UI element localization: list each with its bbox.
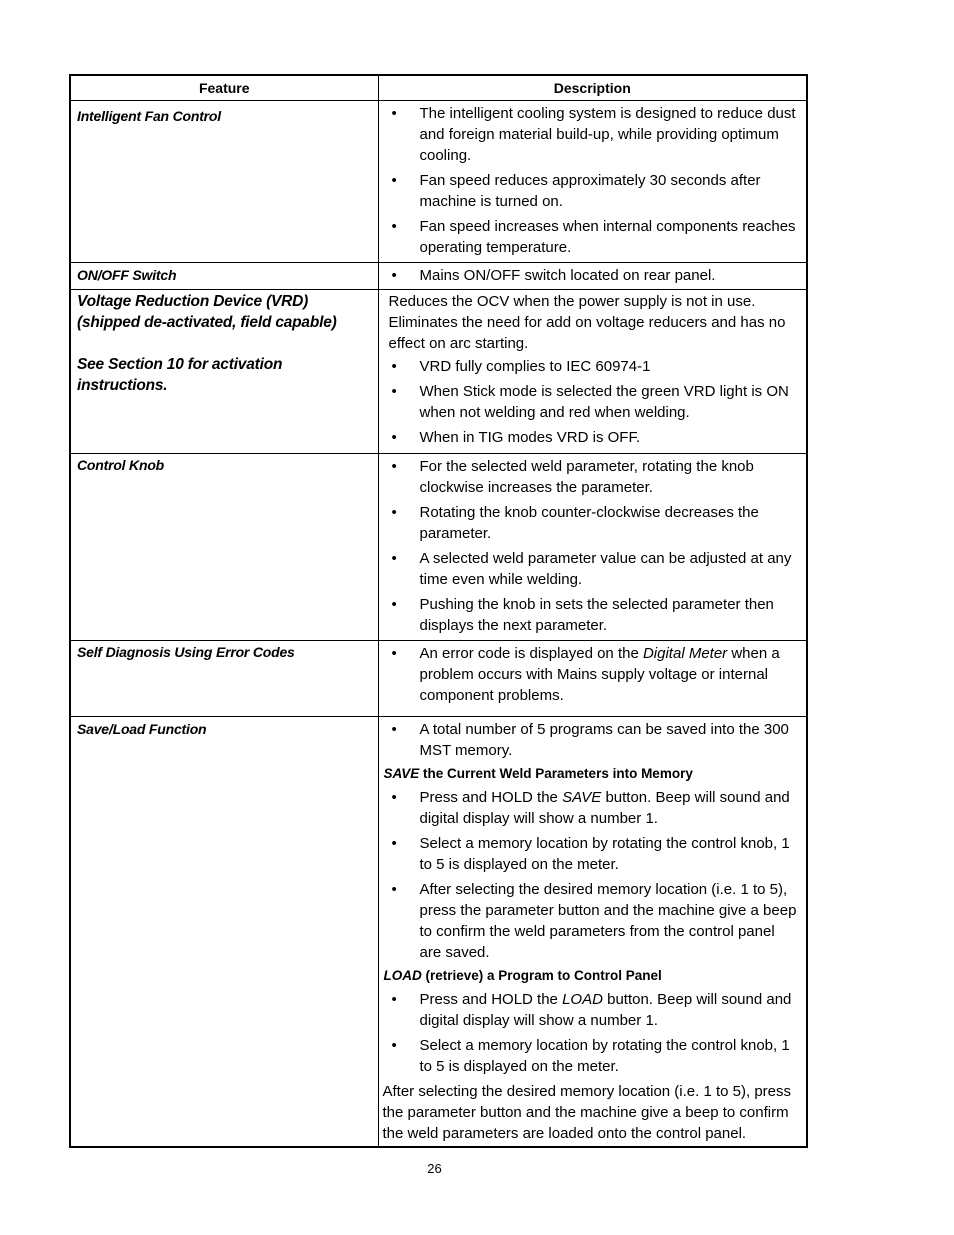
list-item bbox=[385, 787, 801, 829]
list-item-text: An error code is displayed on the bbox=[419, 645, 643, 662]
load-term: LOAD bbox=[383, 968, 422, 983]
table-row bbox=[70, 454, 807, 641]
feature-note: See Section 10 for activation instructions. bbox=[77, 356, 283, 394]
feature-table bbox=[69, 74, 808, 1148]
save-term: SAVE bbox=[383, 766, 420, 781]
list-item: • A selected weld parameter value can be adjusted at any time even while welding. bbox=[385, 548, 801, 590]
list-item bbox=[385, 643, 801, 706]
load-heading-text: (retrieve) a Program to Control Panel bbox=[421, 968, 662, 983]
table-row bbox=[70, 290, 807, 454]
list-item bbox=[385, 989, 801, 1031]
list-item: • Mains ON/OFF switch located on rear panel. bbox=[385, 265, 801, 286]
save-term: SAVE bbox=[562, 789, 602, 806]
description-cell bbox=[378, 101, 807, 263]
feature-name: Control Knob bbox=[77, 457, 165, 473]
list-item: • Select a memory location by rotating the control knob, 1 to 5 is displayed on the meter. bbox=[385, 1035, 801, 1077]
table-header-row bbox=[70, 75, 807, 101]
header-description: Description bbox=[378, 75, 807, 101]
list-item: • Fan speed reduces approximately 30 seconds after machine is turned on. bbox=[385, 170, 801, 212]
description-cell bbox=[378, 263, 807, 290]
list-item: • For the selected weld parameter, rotating the knob clockwise increases the parameter. bbox=[385, 456, 801, 498]
description-cell bbox=[378, 641, 807, 717]
table-row bbox=[70, 263, 807, 290]
feature-cell bbox=[70, 454, 378, 641]
list-item: • VRD fully complies to IEC 60974-1 bbox=[385, 356, 801, 377]
feature-name: ON/OFF Switch bbox=[77, 267, 177, 283]
table-row bbox=[70, 641, 807, 717]
page-number: 26 bbox=[427, 1161, 442, 1176]
bullet-list bbox=[385, 787, 801, 963]
feature-name: Self Diagnosis Using Error Codes bbox=[77, 644, 295, 660]
feature-cell bbox=[70, 101, 378, 263]
list-item: • After selecting the desired memory location (i.e. 1 to 5), press the parameter button and the machine give a beep to confirm the weld parameters from the control panel are saved. bbox=[385, 879, 801, 963]
feature-cell bbox=[70, 263, 378, 290]
list-item: • When Stick mode is selected the green VRD light is ON when not welding and red when welding. bbox=[385, 381, 801, 423]
load-term: LOAD bbox=[562, 991, 603, 1008]
table-row bbox=[70, 101, 807, 263]
header-feature: Feature bbox=[70, 75, 378, 101]
feature-cell bbox=[70, 641, 378, 717]
list-item-text: Press and HOLD the bbox=[419, 789, 563, 806]
bullet-list bbox=[385, 103, 801, 258]
list-item: • A total number of 5 programs can be saved into the 300 MST memory. bbox=[385, 719, 801, 761]
load-heading bbox=[384, 965, 801, 986]
bullet-list bbox=[385, 456, 801, 636]
list-item-text: button. Beep will sound and digital display will show a number 1. bbox=[419, 789, 790, 827]
feature-cell bbox=[70, 290, 378, 454]
digital-meter-term: Digital Meter bbox=[642, 645, 728, 662]
description-text: Reduces the OCV when the power supply is not in use. Eliminates the need for add on voltage reducers and has no effect on arc starting. bbox=[388, 293, 786, 352]
table-row bbox=[70, 717, 807, 1148]
list-item: • Rotating the knob counter-clockwise decreases the parameter. bbox=[385, 502, 801, 544]
feature-name: Save/Load Function bbox=[77, 721, 207, 737]
list-item: • The intelligent cooling system is designed to reduce dust and foreign material build-up, while providing optimum cooling. bbox=[385, 103, 801, 166]
bullet-list bbox=[385, 719, 801, 761]
bullet-list bbox=[385, 265, 801, 286]
bullet-list bbox=[385, 356, 801, 448]
list-item: • Pushing the knob in sets the selected parameter then displays the next parameter. bbox=[385, 594, 801, 636]
list-item: • Fan speed increases when internal components reaches operating temperature. bbox=[385, 216, 801, 258]
feature-cell bbox=[70, 717, 378, 1148]
list-item-text: button. Beep will sound and digital display will show a number 1. bbox=[419, 991, 792, 1029]
description-cell bbox=[378, 717, 807, 1148]
list-item-text: Press and HOLD the bbox=[419, 991, 563, 1008]
feature-note: (shipped de-activated, field capable) bbox=[77, 314, 337, 331]
bullet-list bbox=[385, 643, 801, 706]
save-heading bbox=[384, 763, 801, 784]
list-item-text: when a problem occurs with Mains supply voltage or internal component problems. bbox=[419, 645, 780, 704]
list-item: • When in TIG modes VRD is OFF. bbox=[385, 427, 801, 448]
feature-name: Intelligent Fan Control bbox=[77, 108, 221, 124]
list-item: • Select a memory location by rotating the control knob, 1 to 5 is displayed on the meter. bbox=[385, 833, 801, 875]
feature-name: Voltage Reduction Device (VRD) bbox=[77, 293, 309, 310]
description-cell bbox=[378, 454, 807, 641]
description-text: After selecting the desired memory location (i.e. 1 to 5), press the parameter button and the machine give a beep to confirm the weld parameters are loaded onto the control panel. bbox=[382, 1083, 792, 1142]
save-heading-text: the Current Weld Parameters into Memory bbox=[419, 766, 693, 781]
bullet-list bbox=[385, 989, 801, 1077]
description-cell bbox=[378, 290, 807, 454]
